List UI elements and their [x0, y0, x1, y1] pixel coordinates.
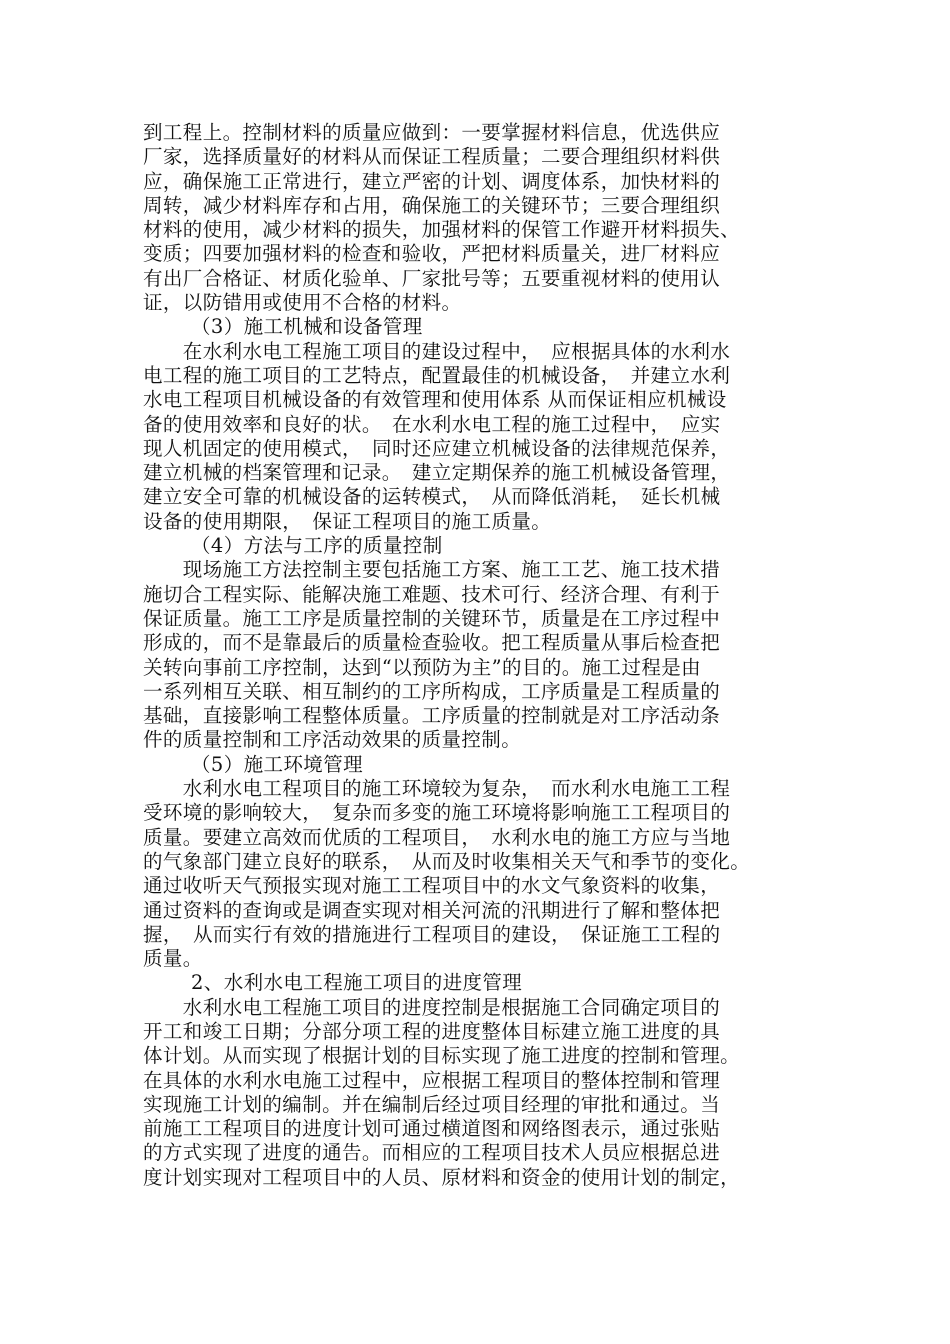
text-line: 一系列相互关联、相互制约的工序所构成，工序质量是工程质量的 [143, 679, 721, 703]
text-line: 有出厂合格证、材质化验单、厂家批号等；五要重视材料的使用认 [143, 266, 721, 290]
text-line: 建立安全可靠的机械设备的运转模式， 从而降低消耗， 延长机械 [143, 485, 721, 509]
text-line: 的气象部门建立良好的联系， 从而及时收集相关天气和季节的变化。 [143, 849, 751, 873]
text-line: 应，确保施工正常进行，建立严密的计划、调度体系，加快材料的 [143, 169, 721, 193]
text-line: 握， 从而实行有效的措施进行工程项目的建设， 保证施工工程的 [143, 922, 721, 946]
section-heading: 2、水利水电工程施工项目的进度管理 [191, 971, 523, 995]
document-body [143, 121, 823, 1190]
text-line: 通过资料的查询或是调查实现对相关河流的汛期进行了解和整体把 [143, 898, 721, 922]
text-line: 质量。要建立高效而优质的工程项目， 水利水电的施工方应与当地 [143, 825, 731, 849]
text-line: 现人机固定的使用模式， 同时还应建立机械设备的法律规范保养， [143, 436, 731, 460]
text-line: 受环境的影响较大， 复杂而多变的施工环境将影响施工工程项目的 [143, 801, 731, 825]
text-line: 通过收听天气预报实现对施工工程项目中的水文气象资料的收集， [143, 874, 721, 898]
text-line: 度计划实现对工程项目中的人员、原材料和资金的使用计划的制定， [143, 1165, 741, 1189]
text-line: 现场施工方法控制主要包括施工方案、施工工艺、施工技术措 [143, 558, 721, 582]
section-heading: （5）施工环境管理 [191, 752, 364, 776]
text-line: 设备的使用期限， 保证工程项目的施工质量。 [143, 509, 552, 533]
text-line: 施切合工程实际、能解决施工难题、技术可行、经济合理、有利于 [143, 582, 721, 606]
text-line: 在水利水电工程施工项目的建设过程中， 应根据具体的水利水 [143, 339, 731, 363]
text-line: 实现施工计划的编制。并在编制后经过项目经理的审批和通过。当 [143, 1092, 721, 1116]
section-heading: （4）方法与工序的质量控制 [191, 534, 443, 558]
text-line: 前施工工程项目的进度计划可通过横道图和网络图表示，通过张贴 [143, 1117, 721, 1141]
text-line: 体计划。从而实现了根据计划的目标实现了施工进度的控制和管理。 [143, 1044, 741, 1068]
text-line: 的方式实现了进度的通告。而相应的工程项目技术人员应根据总进 [143, 1141, 721, 1165]
text-line: 水电工程项目机械设备的有效管理和使用体系 从而保证相应机械设 [143, 388, 727, 412]
text-line: 建立机械的档案管理和记录。 建立定期保养的施工机械设备管理， [143, 461, 731, 485]
text-line: 质量。 [143, 947, 203, 971]
text-line: 件的质量控制和工序活动效果的质量控制。 [143, 728, 522, 752]
text-line: 备的使用效率和良好的状。 在水利水电工程的施工过程中， 应实 [143, 412, 721, 436]
text-line: 关转向事前工序控制，达到“以预防为主”的目的。施工过程是由 [143, 655, 702, 679]
text-line: 电工程的施工项目的工艺特点，配置最佳的机械设备， 并建立水利 [143, 363, 731, 387]
text-line: 变质；四要加强材料的检查和验收，严把材料质量关，进厂材料应 [143, 242, 721, 266]
section-heading: （3）施工机械和设备管理 [191, 315, 423, 339]
text-line: 证，以防错用或使用不合格的材料。 [143, 291, 462, 315]
text-line: 在具体的水利水电施工过程中，应根据工程项目的整体控制和管理 [143, 1068, 721, 1092]
text-line: 到工程上。控制材料的质量应做到：一要掌握材料信息，优选供应 [143, 121, 721, 144]
text-line: 水利水电工程施工项目的进度控制是根据施工合同确定项目的 [143, 995, 721, 1019]
text-line: 材料的使用，减少材料的损失，加强材料的保管工作避开材料损失、 [143, 218, 741, 242]
text-line: 水利水电工程项目的施工环境较为复杂， 而水利水电施工工程 [143, 777, 731, 801]
text-line: 形成的，而不是靠最后的质量检查验收。把工程质量从事后检查把 [143, 631, 721, 655]
text-line: 厂家，选择质量好的材料从而保证工程质量；二要合理组织材料供 [143, 145, 721, 169]
text-line: 保证质量。施工工序是质量控制的关键环节，质量是在工序过程中 [143, 606, 721, 630]
text-line: 开工和竣工日期；分部分项工程的进度整体目标建立施工进度的具 [143, 1019, 721, 1043]
text-line: 周转，减少材料库存和占用，确保施工的关键环节；三要合理组织 [143, 193, 721, 217]
text-line: 基础，直接影响工程整体质量。工序质量的控制就是对工序活动条 [143, 704, 721, 728]
